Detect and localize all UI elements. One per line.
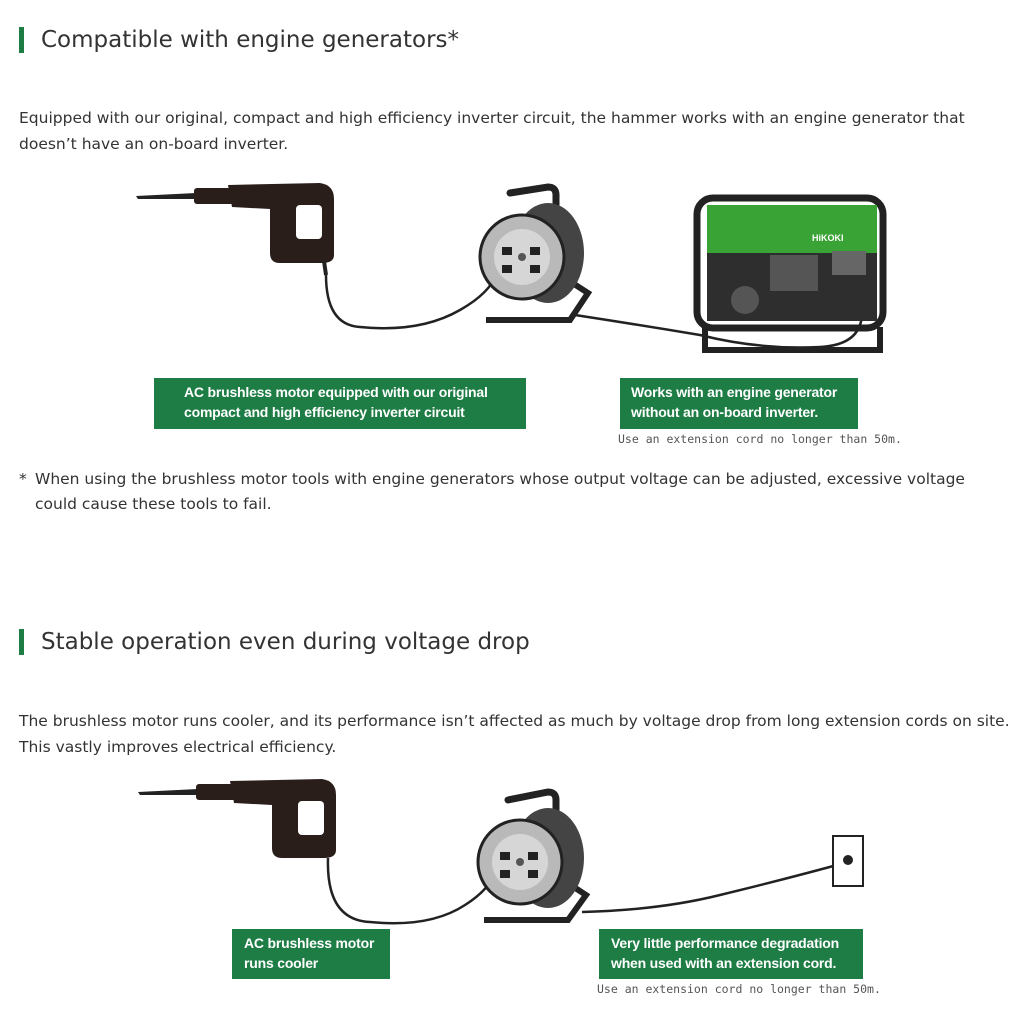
title-accent-bar xyxy=(19,27,24,53)
engine-generator-callout xyxy=(620,378,858,429)
section-title-text: Stable operation even during voltage drop xyxy=(41,629,530,655)
hammer-icon xyxy=(136,183,334,275)
voltage-drop-paragraph: The brushless motor runs cooler, and its performance isn’t affected as much by voltage drop from long extension cords on site. This vastly improves electrical efficiency. xyxy=(19,712,1010,756)
generators-paragraph: Equipped with our original, compact and high efficiency inverter circuit, the hammer works with an engine generator that doesn’t have an on-board inverter. xyxy=(19,109,965,153)
cord-reel-icon xyxy=(480,187,588,320)
voltage-drop-diagram-illustration xyxy=(0,770,1024,940)
callout-line: without an on-board inverter. xyxy=(631,404,819,420)
wall-outlet-icon xyxy=(833,836,863,886)
performance-callout xyxy=(599,929,863,979)
section-title-voltage-drop xyxy=(19,627,530,657)
section-title-generators xyxy=(19,25,459,55)
callout-line: compact and high efficiency inverter circuit xyxy=(184,404,465,420)
section-title-text: Compatible with engine generators* xyxy=(41,27,460,53)
title-accent-bar xyxy=(19,629,24,655)
generator-diagram-illustration xyxy=(0,175,1024,375)
hammer-icon xyxy=(138,779,336,858)
footnote-marker: * xyxy=(19,470,27,488)
generator-brand-label: HiKOKI xyxy=(812,233,844,243)
callout-line: AC brushless motor equipped with our original xyxy=(184,384,488,400)
callout-line: Works with an engine generator xyxy=(631,384,838,400)
callout-line: when used with an extension cord. xyxy=(611,955,837,971)
extension-cord xyxy=(328,858,498,923)
cord-length-note: Use an extension cord no longer than 50m. xyxy=(618,432,902,446)
footnote-text: When using the brushless motor tools with engine generators whose output voltage can be adjusted, excessive voltage could cause these tools to fail. xyxy=(35,470,965,513)
brushless-inverter-callout xyxy=(154,378,526,429)
engine-generator-icon xyxy=(697,198,883,350)
extension-cord xyxy=(326,273,497,328)
brushless-cooler-callout xyxy=(232,929,390,979)
callout-line: runs cooler xyxy=(244,955,319,971)
footnote xyxy=(19,467,1009,517)
cord-length-note: Use an extension cord no longer than 50m. xyxy=(597,982,881,996)
callout-line: Very little performance degradation xyxy=(611,935,839,951)
cord-reel-icon xyxy=(478,792,586,920)
callout-line: AC brushless motor xyxy=(244,935,375,951)
